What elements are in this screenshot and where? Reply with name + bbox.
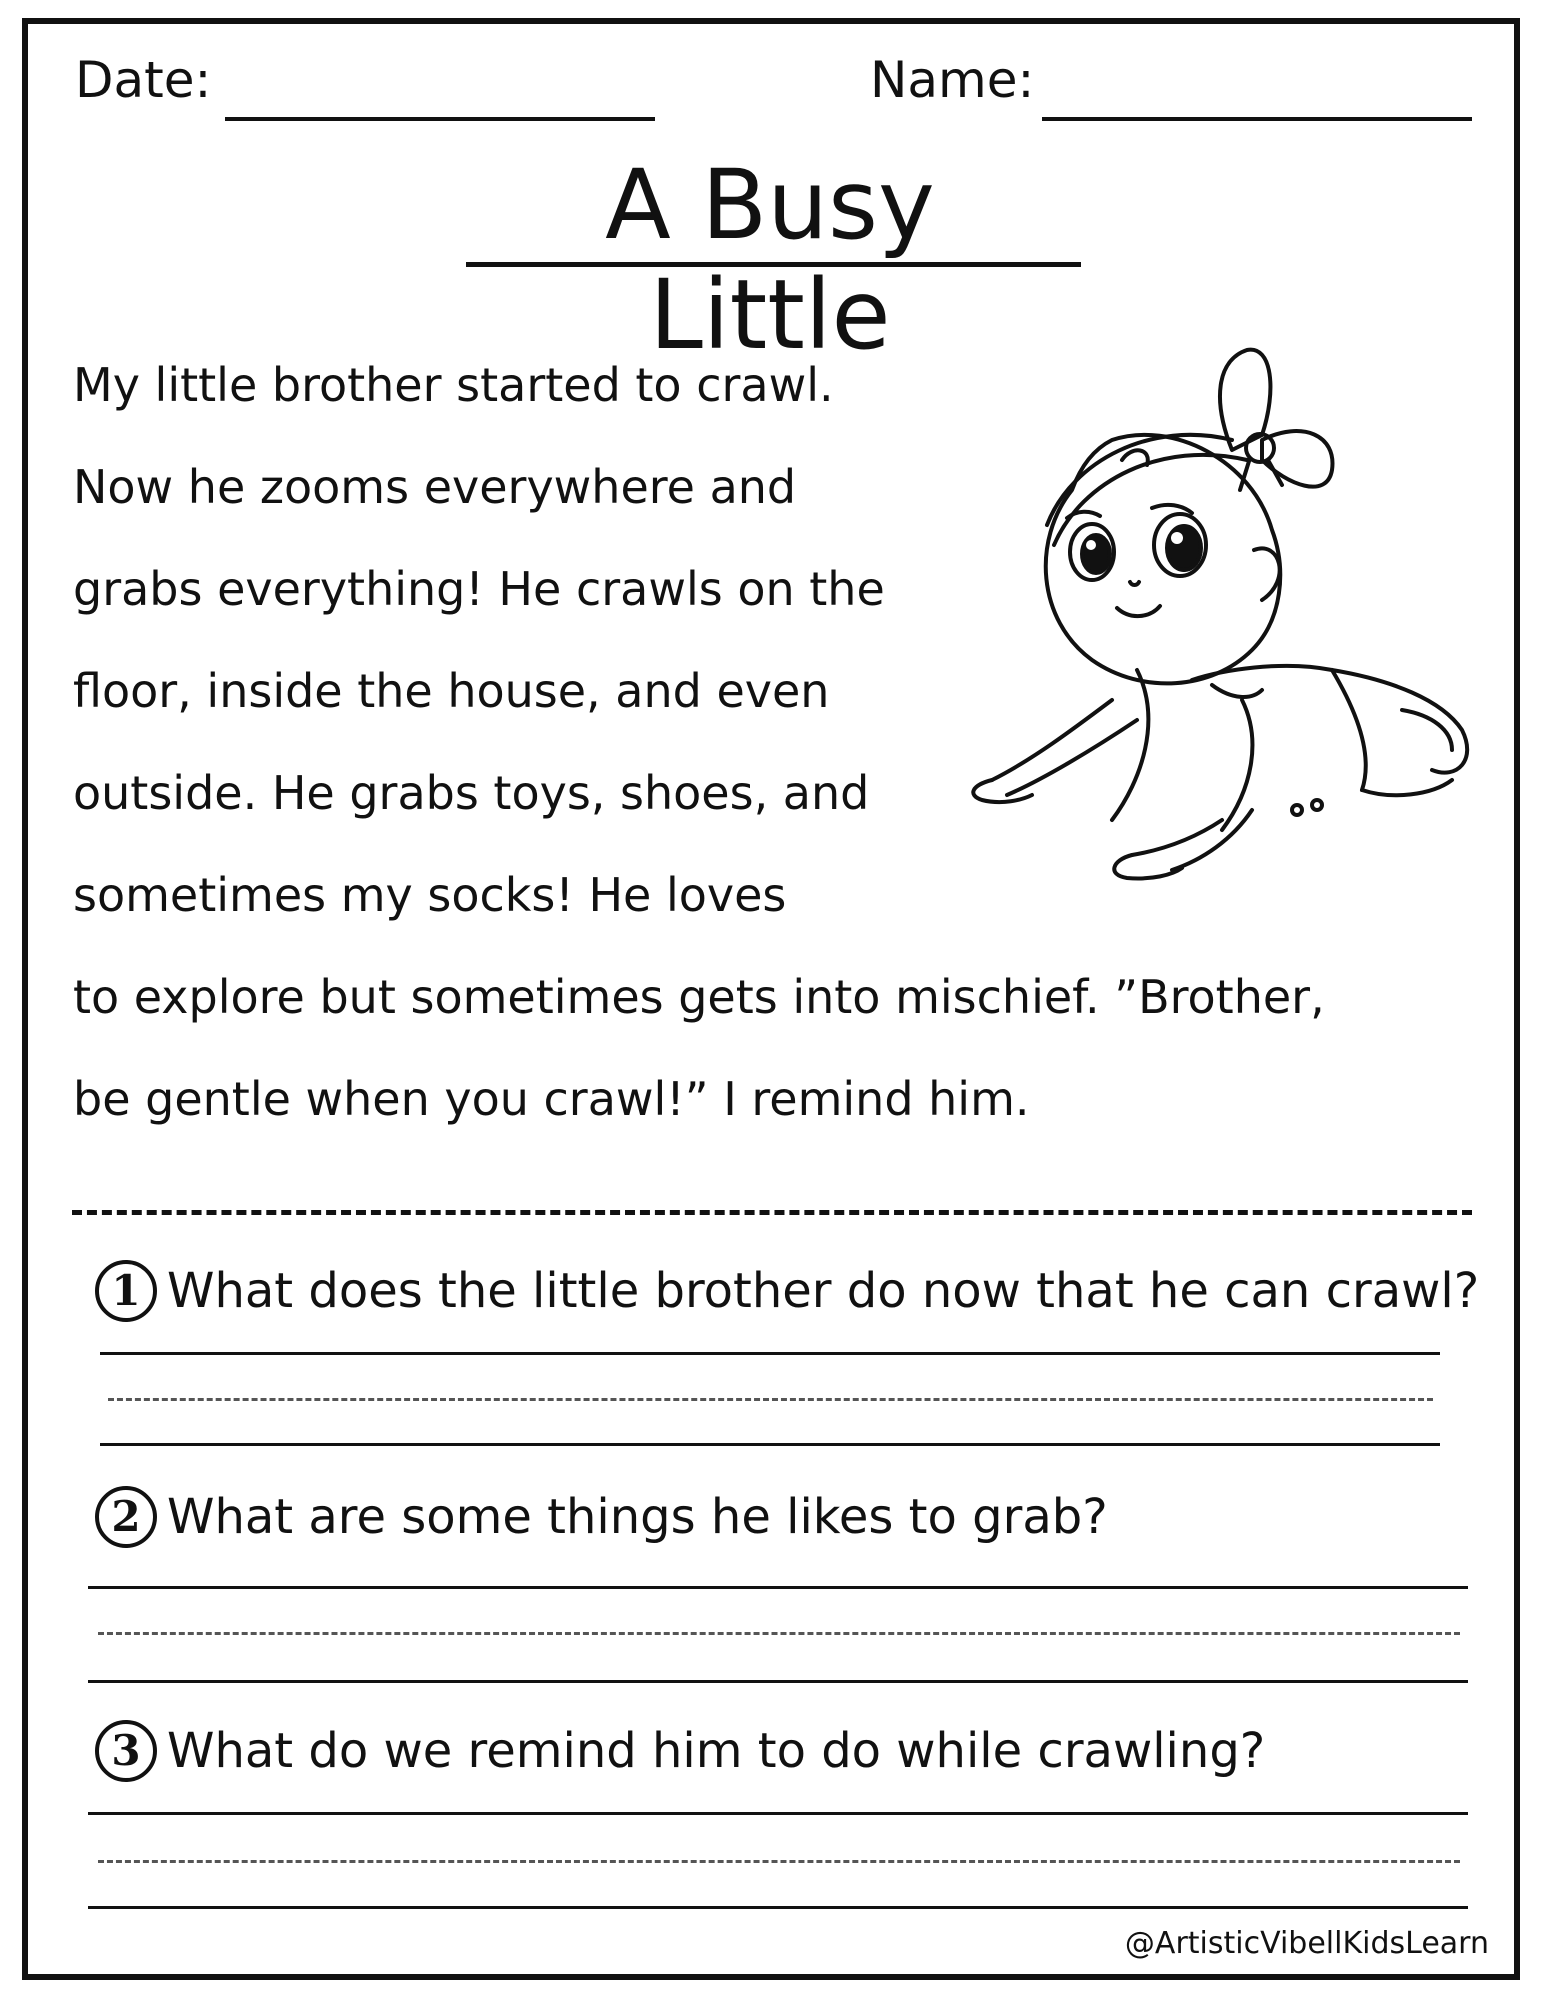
question-1 (95, 1258, 1479, 1322)
story-paragraph-wrapped (73, 334, 973, 946)
answer-guide-line (98, 1860, 1460, 1863)
question-number-badge: 1 (95, 1260, 157, 1322)
answer-guide-line (108, 1398, 1433, 1401)
answer-line[interactable] (88, 1680, 1468, 1683)
story-line: Now he zooms everywhere and (73, 460, 797, 514)
story-line: My little brother started to crawl. (73, 358, 834, 412)
story-paragraph-full (73, 946, 1493, 1150)
question-text: What does the little brother do now that he can crawl? (167, 1263, 1480, 1319)
question-2 (95, 1484, 1108, 1548)
question-text: What are some things he likes to grab? (167, 1489, 1108, 1545)
name-label: Name: (870, 51, 1035, 109)
section-divider (72, 1210, 1472, 1215)
answer-line[interactable] (100, 1443, 1440, 1446)
answer-line[interactable] (88, 1906, 1468, 1909)
question-number-badge: 2 (95, 1486, 157, 1548)
story-line: floor, inside the house, and even (73, 664, 830, 718)
story-line: outside. He grabs toys, shoes, and (73, 766, 870, 820)
title-underline (466, 262, 1081, 267)
question-text: What do we remind him to do while crawling? (167, 1723, 1266, 1779)
story-line: grabs everything! He crawls on the (73, 562, 885, 616)
question-3 (95, 1718, 1265, 1782)
name-field[interactable] (1042, 117, 1472, 121)
story-line: be gentle when you crawl!” I remind him. (73, 1072, 1030, 1126)
answer-line[interactable] (88, 1812, 1468, 1815)
answer-line[interactable] (88, 1586, 1468, 1589)
date-label: Date: (75, 51, 212, 109)
story-line: sometimes my socks! He loves (73, 868, 787, 922)
page-title: A Busy Little (605, 149, 935, 371)
crawling-baby-with-bow-icon (962, 340, 1482, 890)
question-number-badge: 3 (95, 1720, 157, 1782)
answer-line[interactable] (100, 1352, 1440, 1355)
story-line: to explore but sometimes gets into mischief. ”Brother, (73, 970, 1325, 1024)
author-credit: @ArtisticVibellKidsLearn (1124, 1926, 1489, 1961)
answer-guide-line (98, 1632, 1460, 1635)
date-field[interactable] (225, 117, 655, 121)
